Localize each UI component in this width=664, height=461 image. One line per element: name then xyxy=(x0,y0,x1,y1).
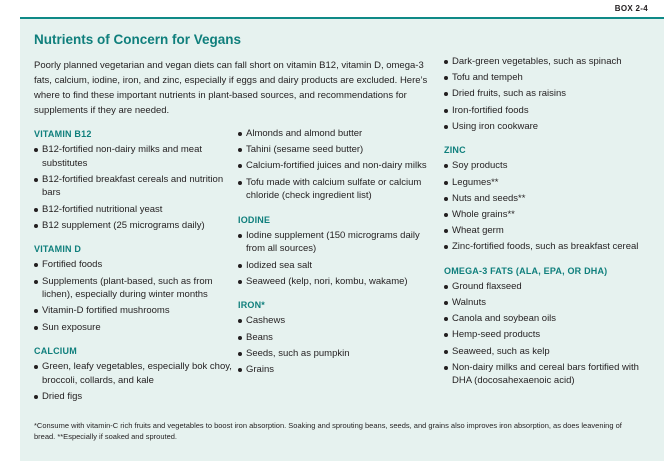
nutrient-box xyxy=(20,19,664,461)
list-item: Beans xyxy=(238,331,438,345)
bullet-list xyxy=(444,55,659,133)
list-item: Almonds and almond butter xyxy=(238,127,438,141)
list-item: Supplements (plant-based, such as from lichen), especially during winter months xyxy=(34,275,234,302)
nutrient-section xyxy=(238,213,438,289)
list-item: Sun exposure xyxy=(34,321,234,335)
list-item: Grains xyxy=(238,363,438,377)
nutrient-section xyxy=(444,143,659,254)
bullet-list xyxy=(238,314,438,376)
section-heading: VITAMIN B12 xyxy=(34,129,92,139)
list-item: Dried fruits, such as raisins xyxy=(444,87,659,101)
list-item: B12-fortified nutritional yeast xyxy=(34,203,234,217)
section-heading: IRON* xyxy=(238,300,266,311)
list-item: Zinc-fortified foods, such as breakfast cereal xyxy=(444,240,659,254)
list-item: Dark-green vegetables, such as spinach xyxy=(444,55,659,69)
section-heading: IODINE xyxy=(238,214,271,225)
list-item: Iron-fortified foods xyxy=(444,104,659,118)
list-item: Seeds, such as pumpkin xyxy=(238,347,438,361)
list-item: Canola and soybean oils xyxy=(444,312,659,326)
bullet-list xyxy=(34,143,234,232)
nutrient-section xyxy=(34,127,234,232)
footnote: *Consume with vitamin-C rich fruits and vegetables to boost iron absorption. Soaking and sprouting beans, seeds, and grains also improves iron absorption, as does leavening of bread. **Especially if soaked and sprouted. xyxy=(34,421,622,441)
list-item: B12 supplement (25 micrograms daily) xyxy=(34,219,234,233)
list-item: Iodized sea salt xyxy=(238,259,438,273)
list-item: Using iron cookware xyxy=(444,120,659,134)
list-item: Seaweed (kelp, nori, kombu, wakame) xyxy=(238,275,438,289)
column-1 xyxy=(34,127,234,413)
list-item: Cashews xyxy=(238,314,438,328)
list-item: B12-fortified non-dairy milks and meat substitutes xyxy=(34,143,234,170)
list-item: Fortified foods xyxy=(34,258,234,272)
column-3 xyxy=(444,55,659,398)
bullet-list xyxy=(238,229,438,289)
list-item: Seaweed, such as kelp xyxy=(444,345,659,359)
list-item: Walnuts xyxy=(444,296,659,310)
list-item: Tahini (sesame seed butter) xyxy=(238,143,438,157)
nutrient-section xyxy=(444,55,659,133)
list-item: Vitamin-D fortified mushrooms xyxy=(34,304,234,318)
list-item: Iodine supplement (150 micrograms daily from all sources) xyxy=(238,229,438,256)
nutrient-section xyxy=(34,344,234,403)
box-label: BOX 2-4 xyxy=(614,4,648,13)
intro-paragraph: Poorly planned vegetarian and vegan diets can fall short on vitamin B12, vitamin D, omega-3 fats, calcium, iodine, iron, and zinc, especially if eggs and dairy products are excluded. Here’s where to find these important nutrients in plant-based sources, and recommendations for supplements if they are needed. xyxy=(34,60,428,116)
box-label-bar xyxy=(0,0,664,18)
list-item: Dried figs xyxy=(34,390,234,404)
list-item: Calcium-fortified juices and non-dairy milks xyxy=(238,159,438,173)
nutrient-section xyxy=(238,127,438,203)
list-item: Whole grains** xyxy=(444,208,659,222)
list-item: Soy products xyxy=(444,159,659,173)
section-heading: CALCIUM xyxy=(34,346,77,357)
nutrient-section xyxy=(34,242,234,334)
list-item: Non-dairy milks and cereal bars fortified with DHA (docosahexaenoic acid) xyxy=(444,361,659,388)
bullet-list xyxy=(34,360,234,403)
column-2 xyxy=(238,127,438,386)
list-item: Nuts and seeds** xyxy=(444,192,659,206)
section-heading: OMEGA-3 FATS (ALA, EPA, OR DHA) xyxy=(444,265,608,276)
list-item: Tofu and tempeh xyxy=(444,71,659,85)
nutrient-section xyxy=(238,298,438,376)
box-title: Nutrients of Concern for Vegans xyxy=(34,32,242,47)
bullet-list xyxy=(444,159,659,254)
list-item: Hemp-seed products xyxy=(444,328,659,342)
list-item: Legumes** xyxy=(444,176,659,190)
list-item: B12-fortified breakfast cereals and nutrition bars xyxy=(34,173,234,200)
bullet-list xyxy=(444,280,659,388)
list-item: Ground flaxseed xyxy=(444,280,659,294)
list-item: Wheat germ xyxy=(444,224,659,238)
list-item: Green, leafy vegetables, especially bok choy, broccoli, collards, and kale xyxy=(34,360,234,387)
bullet-list xyxy=(34,258,234,334)
list-item: Tofu made with calcium sulfate or calcium chloride (check ingredient list) xyxy=(238,176,438,203)
nutrient-section xyxy=(444,264,659,388)
bullet-list xyxy=(238,127,438,203)
section-heading: ZINC xyxy=(444,145,466,156)
section-heading: VITAMIN D xyxy=(34,244,82,255)
